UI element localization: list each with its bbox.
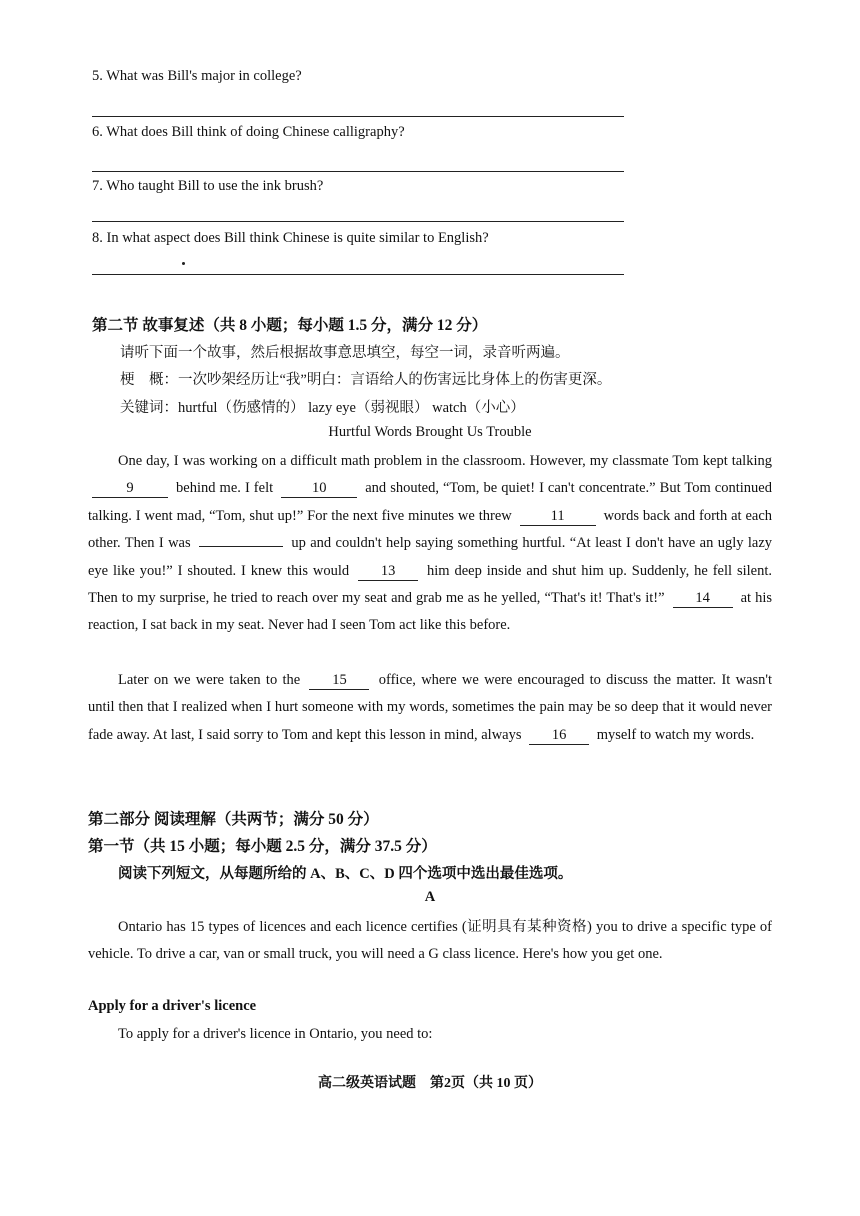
blank-16[interactable]: 16 [529,727,589,745]
blank-9[interactable]: 9 [92,480,168,498]
answer-line-6[interactable] [92,171,624,172]
story-paragraph-1 [88,448,772,640]
story-text: words back and forth at each other. Then I was [88,507,773,552]
answer-line-7[interactable] [92,221,624,222]
section-2-instruction: 请听下面一个故事，然后根据故事意思填空，每空一词，录音听两遍。 [120,345,570,361]
question-5: 5. What was Bill's major in college? [92,68,302,84]
section-2-heading: 第二节 故事复述（共 8 小题；每小题 1.5 分，满分 12 分） [92,317,488,334]
blank-14[interactable]: 14 [673,590,733,608]
question-7: 7. Who taught Bill to use the ink brush? [92,178,324,194]
story-text: and shouted, “Tom, be quiet! I can't concentrate.” But Tom continued talking. I went mad, “Tom, shut up!” For the next five minutes we threw [88,480,772,524]
apply-heading: Apply for a driver's licence [88,998,257,1014]
blank-11[interactable]: 11 [520,508,596,526]
question-6: 6. What does Bill think of doing Chinese calligraphy? [92,124,405,140]
passage-text: Ontario has 15 types of licences and each licence certifies (证明具有某种资格) you to drive a specific type of vehicle. To drive a car, van or small truck, you will need a G class licence. Here's how you get one. [88,919,772,963]
answer-line-8[interactable] [92,274,624,275]
story-text: office, where we were encouraged to discuss the matter. It wasn't until then that I realized when I hurt someone with my words, sometimes the pain may be so deep that it would never fade away. At last, I said sorry to Tom and kept this lesson in mind, always [88,672,773,743]
story-text: at his reaction, I sat back in my seat. Never had I seen Tom act like this before. [88,590,773,634]
blank-13[interactable]: 13 [358,563,418,581]
section-1-heading: 第一节（共 15 小题；每小题 2.5 分，满分 37.5 分） [88,838,437,855]
apply-text: To apply for a driver's licence in Ontario, you need to: [118,1026,433,1042]
story-summary: 梗 概：一次吵架经历让“我”明白：言语给人的伤害远比身体上的伤害更深。 [120,372,612,388]
passage-a-paragraph [88,914,772,969]
blank-15[interactable]: 15 [309,672,369,690]
blank-10[interactable]: 10 [281,480,357,498]
question-8: 8. In what aspect does Bill think Chinese is quite similar to English? [92,230,489,246]
stray-dot [182,262,185,265]
story-text: Later on we were taken to the [118,672,301,688]
story-keywords: 关键词：hurtful（伤感情的） lazy eye（弱视眼） watch（小心） [120,400,525,416]
part-2-heading: 第二部分 阅读理解（共两节；满分 50 分） [88,811,379,828]
story-text: myself to watch my words. [596,726,755,743]
story-text: up and couldn't help saying something hurtful. “At least I don't have an ugly lazy eye like you!” I shouted. I knew this would [88,535,773,579]
story-paragraph-2 [88,667,772,749]
passage-label: A [424,889,436,905]
story-text: him deep inside and shut him up. Suddenly, he fell silent. Then to my surprise, he tried to reach over my seat and grab me as he yelled, “That's it! That's it!” [88,562,772,607]
page-footer: 高二级英语试题 第2页（共 10 页） [318,1076,542,1091]
reading-instruction: 阅读下列短文，从每题所给的 A、B、C、D 四个选项中选出最佳选项。 [118,866,573,882]
story-text: behind me. I felt [176,480,274,497]
story-title: Hurtful Words Brought Us Trouble [328,424,532,440]
answer-line-5[interactable] [92,116,624,117]
blank-12[interactable] [199,546,283,547]
story-text: One day, I was working on a difficult math problem in the classroom. However, my classmate Tom kept talking [118,453,772,469]
